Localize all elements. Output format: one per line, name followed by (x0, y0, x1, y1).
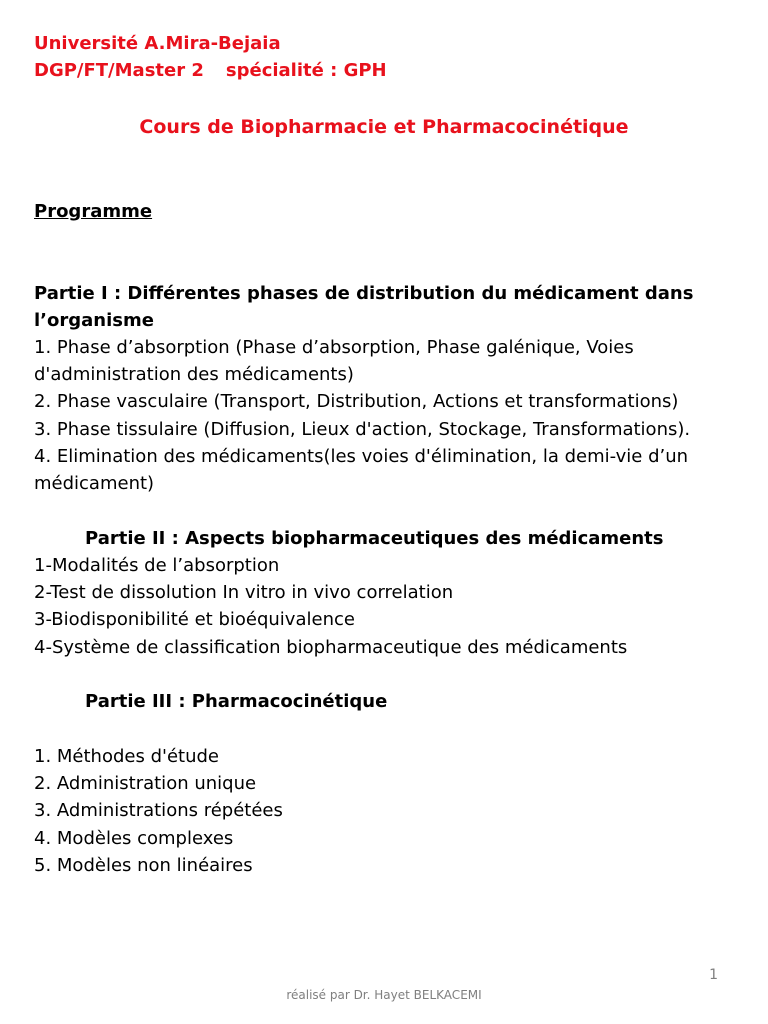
part2-item: 3-Biodisponibilité et bioéquivalence (34, 609, 355, 630)
part3-item: 5. Modèles non linéaires (34, 855, 253, 876)
part1-item: 3. Phase tissulaire (Diffusion, Lieux d'action, Stockage, Transformations). (34, 419, 691, 440)
program-code: DGP/FT/Master 2 (34, 60, 204, 81)
part1-item: 1. Phase d’absorption (Phase d’absorption, Phase galénique, Voies (34, 337, 634, 358)
part3-title: Partie III : Pharmacocinétique (85, 691, 388, 712)
part2-item: 2-Test de dissolution In vitro in vivo correlation (34, 582, 454, 603)
part3-item: 1. Méthodes d'étude (34, 746, 219, 767)
part3-item: 4. Modèles complexes (34, 828, 234, 849)
page-number: 1 (709, 967, 718, 983)
part1-title-line2: l’organisme (34, 310, 154, 331)
part1-item: 2. Phase vasculaire (Transport, Distribution, Actions et transformations) (34, 391, 679, 412)
program-line (34, 59, 387, 83)
author-credit: réalisé par Dr. Hayet BELKACEMI (286, 988, 482, 1002)
part3-item: 2. Administration unique (34, 773, 257, 794)
part1-item: 4. Elimination des médicaments(les voies d'élimination, la demi-vie d’un (34, 446, 689, 467)
part2-title: Partie II : Aspects biopharmaceutiques des médicaments (85, 528, 664, 549)
part3-item: 3. Administrations répétées (34, 800, 283, 821)
part1-item: médicament) (34, 473, 155, 494)
part2-item: 1-Modalités de l’absorption (34, 555, 280, 576)
part2-item: 4-Système de classification biopharmaceutique des médicaments (34, 637, 628, 658)
programme-heading: Programme (34, 201, 153, 222)
speciality: spécialité : GPH (225, 60, 387, 81)
course-title: Cours de Biopharmacie et Pharmacocinétique (139, 116, 629, 138)
part1-title-line1: Partie I : Différentes phases de distribution du médicament dans (34, 283, 694, 304)
part1-item: d'administration des médicaments) (34, 364, 354, 385)
university-name: Université A.Mira-Bejaia (34, 33, 281, 54)
